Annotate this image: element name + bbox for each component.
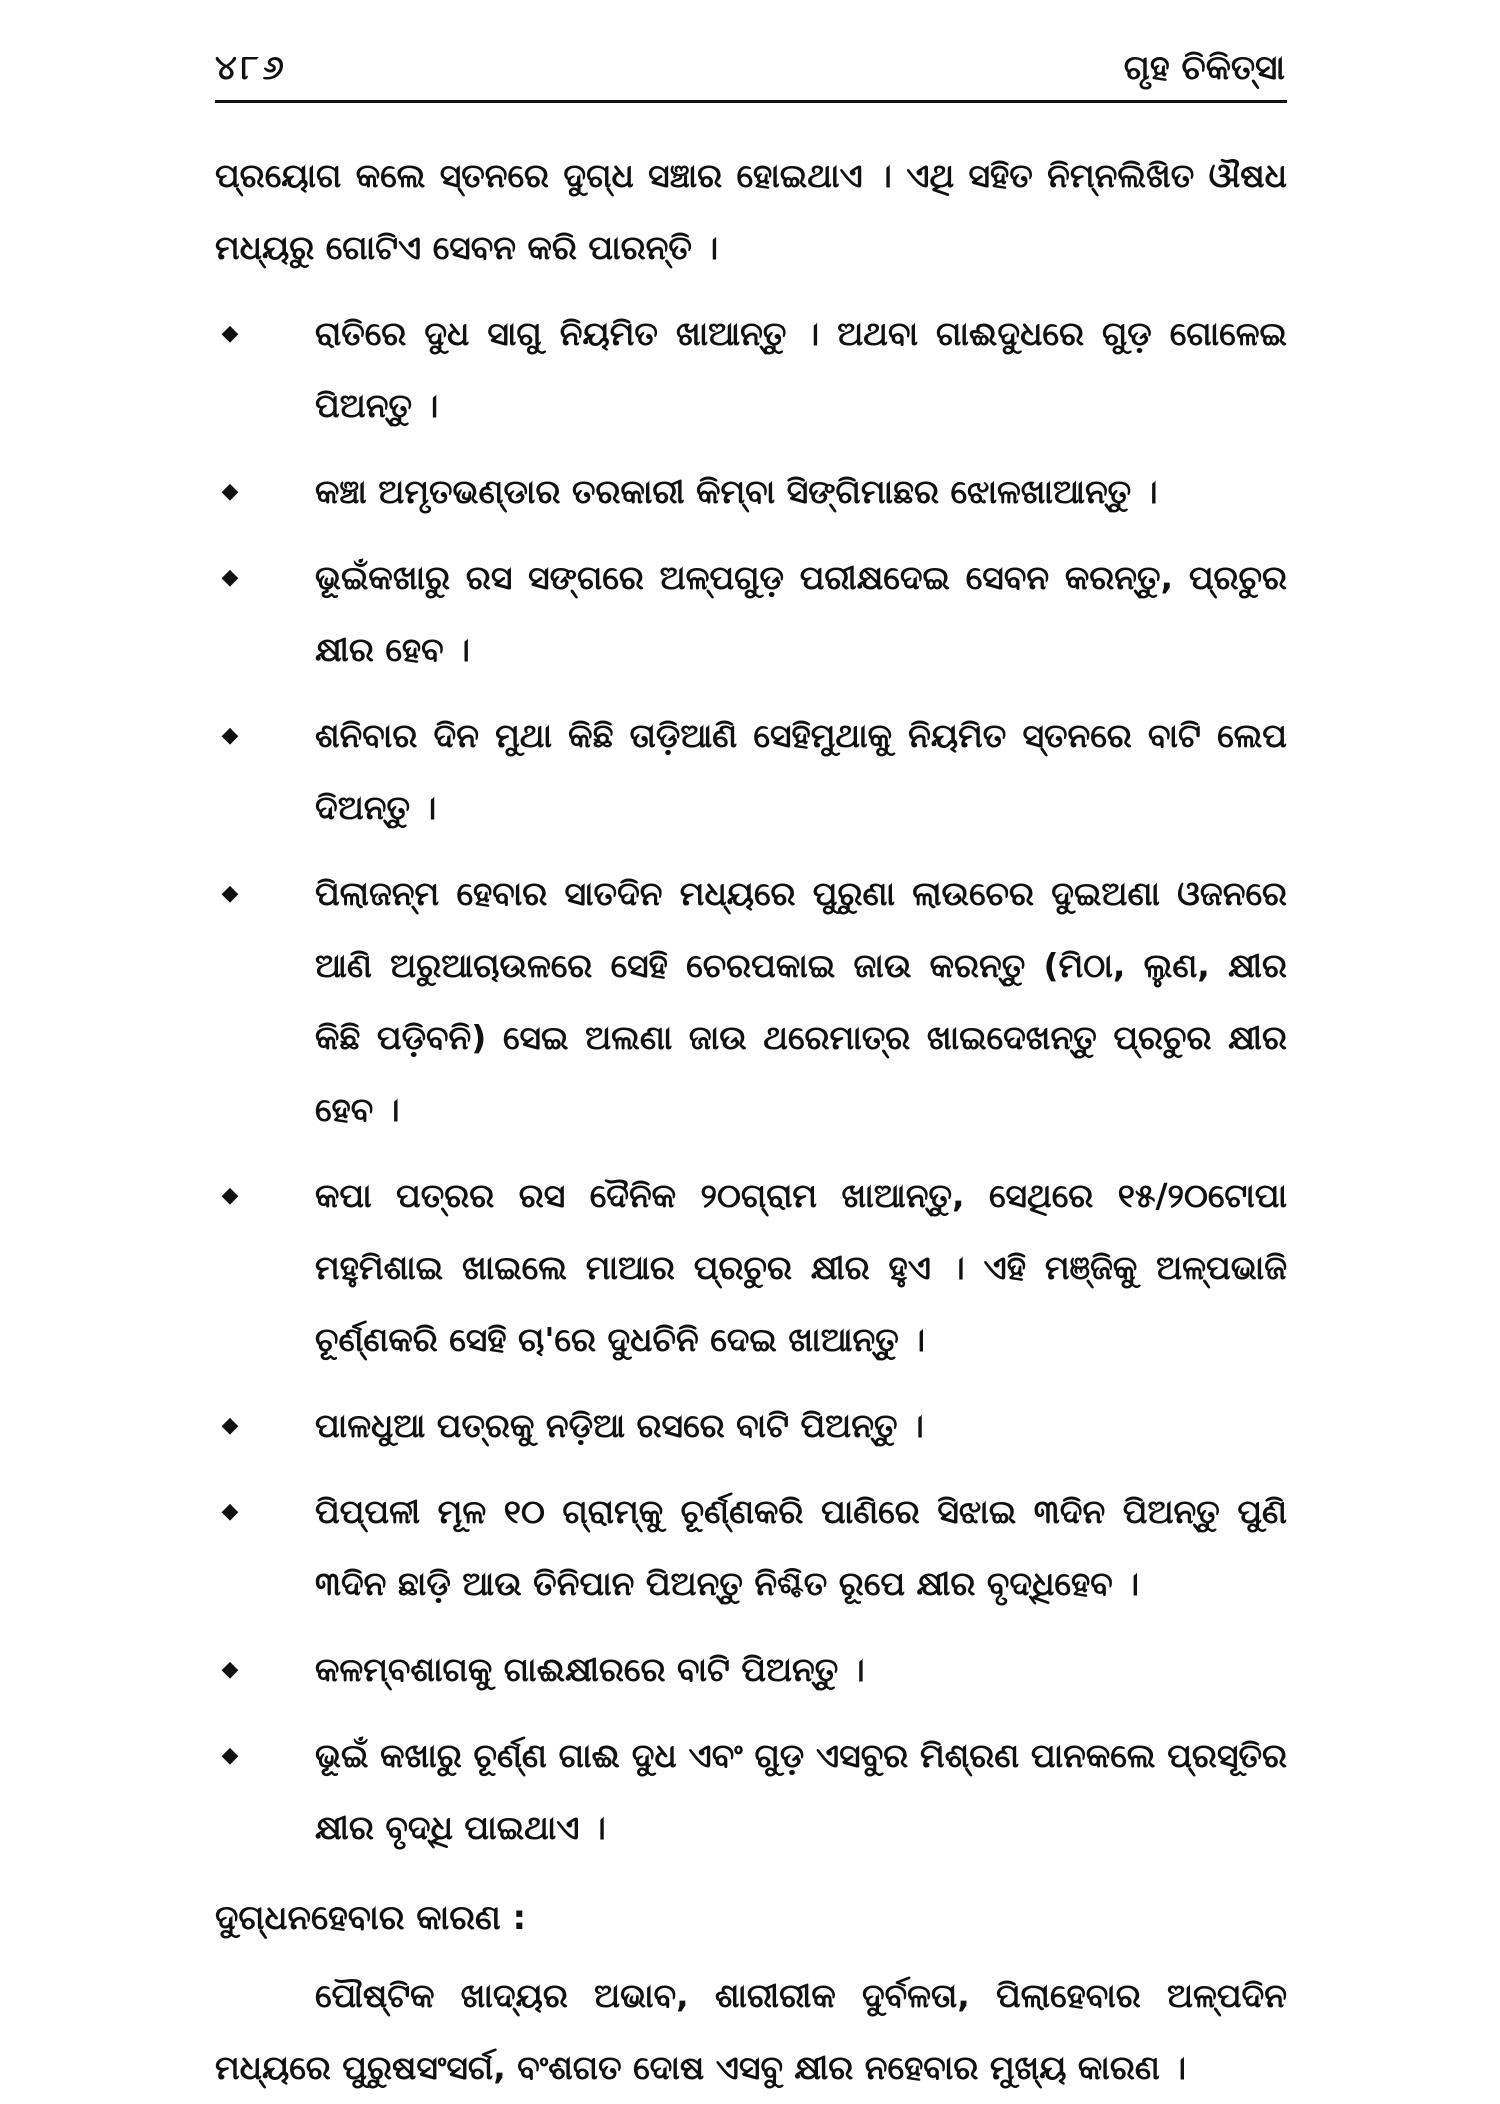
list-item-text: କଳମ୍ବଶାଗକୁ ଗାଈକ୍ଷୀରରେ ବାଟି ପିଅନ୍ତୁ ।	[315, 1650, 865, 1689]
page-body	[215, 140, 1287, 2104]
diamond-bullet-icon: ◆	[221, 1413, 239, 1438]
intro-paragraph: ପ୍ରୟୋଗ କଲେ ସ୍ତନରେ ଦୁଗ୍ଧ ସଞ୍ଚାର ହୋଇଥାଏ । ଏଥି ସହିତ ନିମ୍ନଲିଖିତ ଔଷଧ ମଧ୍ୟରୁ ଗୋଟିଏ ସେବନ କରି ପାରନ୍ତି ।	[215, 156, 1287, 267]
list-item	[215, 298, 1287, 442]
list-item-text: ଶନିବାର ଦିନ ମୁଥା କିଛି ତାଡ଼ିଆଣି ସେହିମୁଥାକୁ ନିୟମିତ ସ୍ତନରେ ବାଟି ଲେପ ଦିଅନ୍ତୁ ।	[315, 716, 1287, 827]
list-item	[215, 456, 1287, 528]
list-item-text: ପିଲାଜନ୍ମ ହେବାର ସାତଦିନ ମଧ୍ୟରେ ପୁରୁଣା ଲାଉଚେର ଦୁଇଅଣା ଓଜନରେ ଆଣି ଅରୁଆଚାଉଳରେ ସେହି ଚେରପକାଇ ଜାଉ କରନ୍ତୁ (ମିଠା, ଲୁଣ, କ୍ଷୀର କିଛି ପଡ଼ିବନି) ସେଇ ଅଲଣା ଜାଉ ଥରେମାତ୍ର ଖାଇଦେଖନ୍ତୁ ପ୍ରଚୁର କ୍ଷୀର ହେବ ।	[315, 874, 1287, 1129]
diamond-bullet-icon: ◆	[221, 321, 239, 346]
list-item	[215, 700, 1287, 844]
diamond-bullet-icon: ◆	[221, 1183, 239, 1208]
diamond-bullet-icon: ◆	[221, 723, 239, 748]
page-number: ୪୮୬	[215, 48, 288, 88]
list-item	[215, 1634, 1287, 1706]
header-rule	[215, 100, 1287, 103]
list-item	[215, 542, 1287, 686]
list-item	[215, 1720, 1287, 1864]
remedy-list	[215, 298, 1287, 1864]
diamond-bullet-icon: ◆	[221, 1743, 239, 1768]
list-item-text: ପିପ୍ପଳୀ ମୂଳ ୧୦ ଗ୍ରାମ୍‌କୁ ଚୂର୍ଣ୍ଣକରି ପାଣିରେ ସିଝାଇ ୩ଦିନ ପିଅନ୍ତୁ ପୁଣି ୩ଦିନ ଛାଡ଼ି ଆଉ ତିନିପାନ ପିଅନ୍ତୁ ନିଶ୍ଚିତ ରୂପେ କ୍ଷୀର ବୃଦ୍ଧିହେବ ।	[315, 1492, 1287, 1603]
diamond-bullet-icon: ◆	[221, 1499, 239, 1524]
list-item	[215, 858, 1287, 1146]
list-item	[215, 1160, 1287, 1376]
list-item-text: ଭୂଇଁକଖାରୁ ରସ ସଙ୍ଗରେ ଅଳ୍ପଗୁଡ଼ ପରୀକ୍ଷଦେଇ ସେବନ କରନ୍ତୁ, ପ୍ରଚୁର କ୍ଷୀର ହେବ ।	[315, 558, 1287, 669]
list-item-text: କଞ୍ଚା ଅମୃତଭଣ୍ଡାର ତରକାରୀ କିମ୍ବା ସିଙ୍ଗିମାଛର ଝୋଳଖାଆନ୍ତୁ ।	[315, 472, 1158, 511]
section-heading: ଦୁଗ୍ଧନହେବାର କାରଣ :	[215, 1898, 527, 1938]
list-item	[215, 1476, 1287, 1620]
list-item-text: କପା ପତ୍ରର ରସ ଦୈନିକ ୨୦ଗ୍ରାମ ଖାଆନ୍ତୁ, ସେଥିରେ ୧୫/୨୦ଟୋପା ମହୁମିଶାଇ ଖାଇଲେ ମାଆର ପ୍ରଚୁର କ୍ଷୀର ହୁଏ । ଏହି ମଞ୍ଜିକୁ ଅଳ୍ପଭାଜି ଚୂର୍ଣ୍ଣକରି ସେହି ଚା'ରେ ଦୁଧଚିନି ଦେଇ ଖାଆନ୍ତୁ ।	[315, 1176, 1287, 1359]
list-item-text: ଭୂଇଁ କଖାରୁ ଚୂର୍ଣ୍ଣ ଗାଈ ଦୁଧ ଏବଂ ଗୁଡ଼ ଏସବୁର ମିଶ୍ରଣ ପାନକଲେ ପ୍ରସୂତିର କ୍ଷୀର ବୃଦ୍ଧି ପାଇଥାଏ ।	[315, 1736, 1287, 1847]
diamond-bullet-icon: ◆	[221, 479, 239, 504]
page-header	[215, 40, 1285, 100]
list-item	[215, 1390, 1287, 1462]
running-title: ଗୃହ ଚିକିତ୍ସା	[1123, 48, 1285, 88]
list-item-text: ରାତିରେ ଦୁଧ ସାଗୁ ନିୟମିତ ଖାଆନ୍ତୁ । ଅଥବା ଗାଈଦୁଧରେ ଗୁଡ଼ ଗୋଳେଇ ପିଅନ୍ତୁ ।	[315, 314, 1287, 425]
list-item-text: ପାଳଧୁଆ ପତ୍ରକୁ ନଡ଼ିଆ ରସରେ ବାଟି ପିଅନ୍ତୁ ।	[315, 1406, 924, 1445]
diamond-bullet-icon: ◆	[221, 1657, 239, 1682]
diamond-bullet-icon: ◆	[221, 881, 239, 906]
diamond-bullet-icon: ◆	[221, 565, 239, 590]
section-paragraph: ପୌଷ୍ଟିକ ଖାଦ୍ୟର ଅଭାବ, ଶାରୀରୀକ ଦୁର୍ବଳତା, ପିଲାହେବାର ଅଳ୍ପଦିନ ମଧ୍ୟରେ ପୁରୁଷସଂସର୍ଗ, ବଂଶଗତ ଦୋଷ ଏସବୁ କ୍ଷୀର ନହେବାର ମୁଖ୍ୟ କାରଣ ।	[215, 1976, 1287, 2087]
